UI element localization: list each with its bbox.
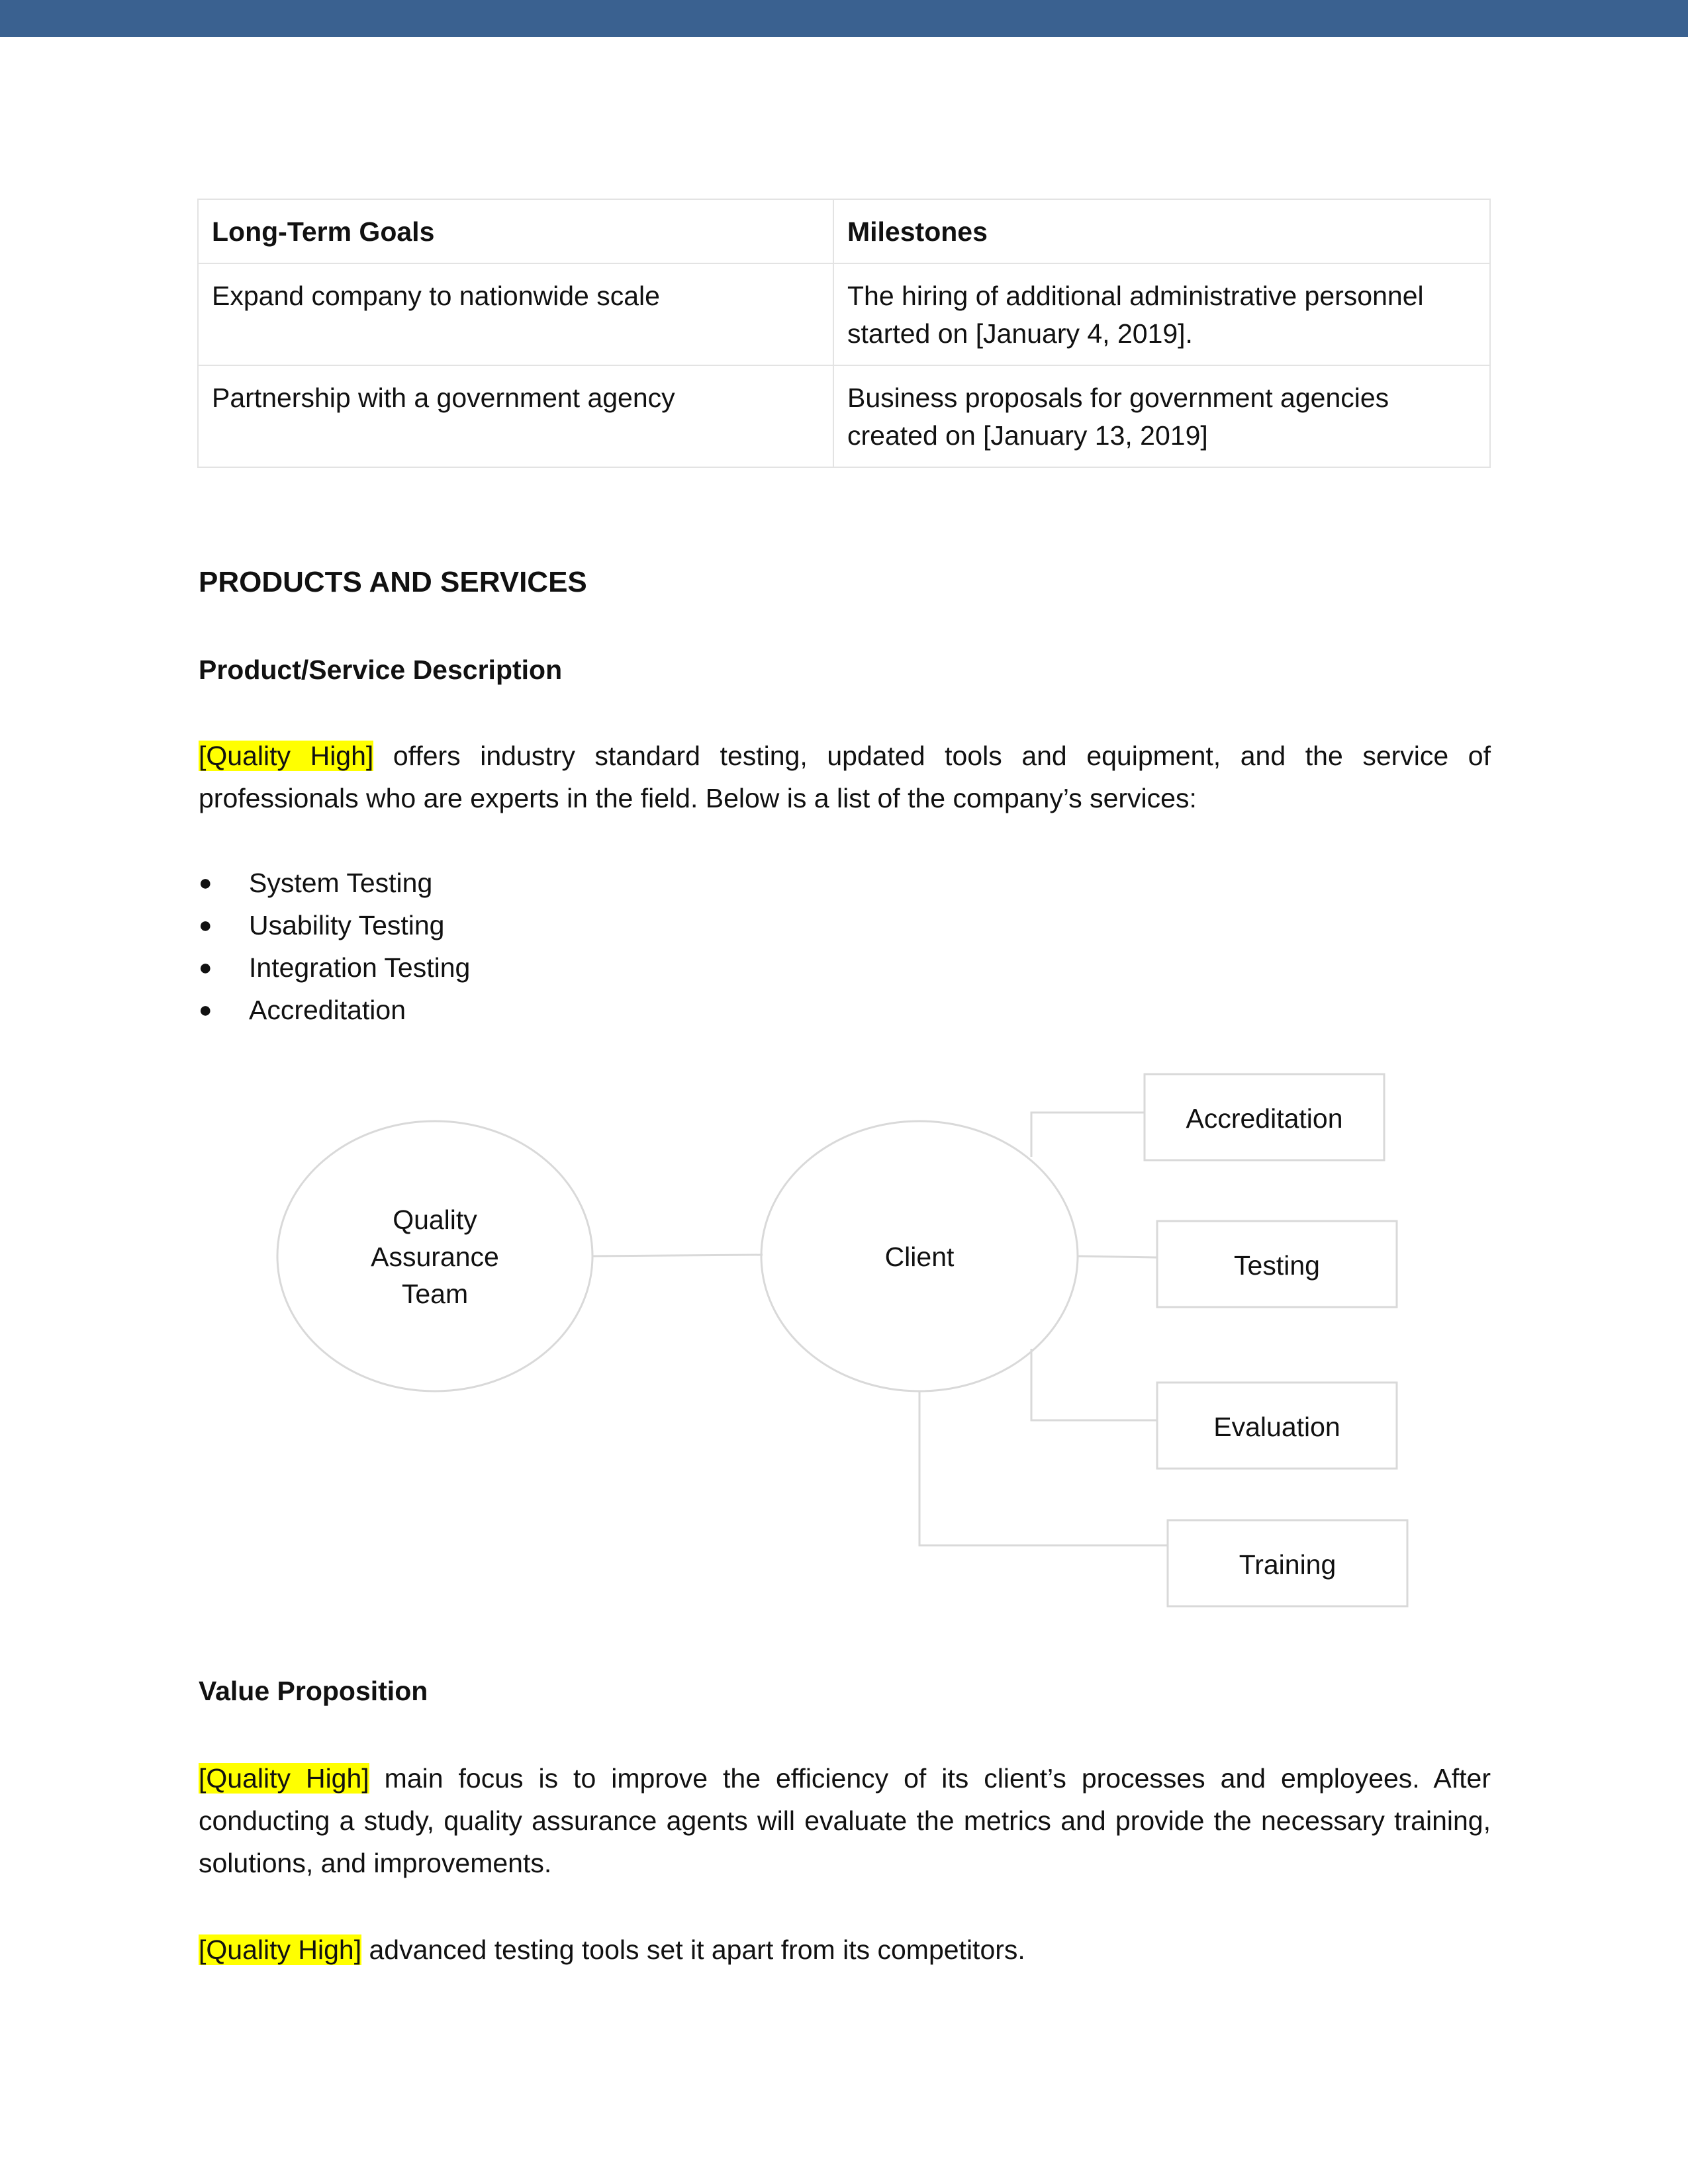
connector-client-training xyxy=(919,1391,1168,1545)
value-proposition-heading: Value Proposition xyxy=(199,1676,428,1706)
bullet-icon: ● xyxy=(199,997,212,1023)
client-label: Client xyxy=(884,1242,955,1272)
section-title: PRODUCTS AND SERVICES xyxy=(199,566,587,598)
bullet-icon: ● xyxy=(199,913,212,938)
product-description-heading: Product/Service Description xyxy=(199,655,563,685)
company-name-highlight: [Quality High] xyxy=(199,1934,362,1965)
team-label-line-2: Assurance xyxy=(371,1242,499,1272)
table-cell: Business proposals for government agencies created on [January 13, 2019] xyxy=(833,365,1490,467)
bullet-icon: ● xyxy=(199,870,212,895)
list-item-label: Usability Testing xyxy=(249,910,445,940)
list-item-label: Accreditation xyxy=(249,995,406,1025)
connector-client-testing xyxy=(1078,1256,1157,1257)
value-proposition-paragraph-2 xyxy=(199,1929,1491,1971)
value-proposition-paragraph xyxy=(199,1757,1491,1884)
connector-team-client xyxy=(592,1255,763,1256)
bullet-icon: ● xyxy=(199,955,212,980)
team-label-line-1: Quality xyxy=(393,1205,477,1235)
table-cell: Partnership with a government agency xyxy=(198,365,833,467)
company-name-highlight: [Quality High] xyxy=(199,741,374,771)
team-label-line-3: Team xyxy=(401,1279,469,1309)
company-name-highlight: [Quality High] xyxy=(199,1763,369,1794)
value-proposition-text-2: advanced testing tools set it apart from its competitors. xyxy=(361,1934,1025,1965)
list-item-label: System Testing xyxy=(249,868,433,898)
product-description-text: offers industry standard testing, updated tools and equipment, and the service of professionals who are experts in the field. Below is a list of the company’s services: xyxy=(199,741,1491,813)
table-header-cell: Milestones xyxy=(833,199,1490,263)
evaluation-label: Evaluation xyxy=(1213,1412,1340,1442)
accreditation-label: Accreditation xyxy=(1186,1103,1343,1134)
connector-client-evaluation xyxy=(1031,1349,1157,1420)
value-proposition-text: main focus is to improve the efficiency of its client’s processes and employees. After conducting a study, quality assurance agents will evaluate the metrics and provide the necessary training, solutions, and improvements. xyxy=(199,1763,1491,1878)
connector-client-accreditation xyxy=(1031,1113,1145,1157)
training-label: Training xyxy=(1239,1549,1336,1580)
list-item-label: Integration Testing xyxy=(249,952,471,983)
testing-label: Testing xyxy=(1234,1250,1320,1281)
table-header-cell: Long-Term Goals xyxy=(198,199,833,263)
table-cell: Expand company to nationwide scale xyxy=(198,263,833,365)
table-cell: The hiring of additional administrative personnel started on [January 4, 2019]. xyxy=(833,263,1490,365)
